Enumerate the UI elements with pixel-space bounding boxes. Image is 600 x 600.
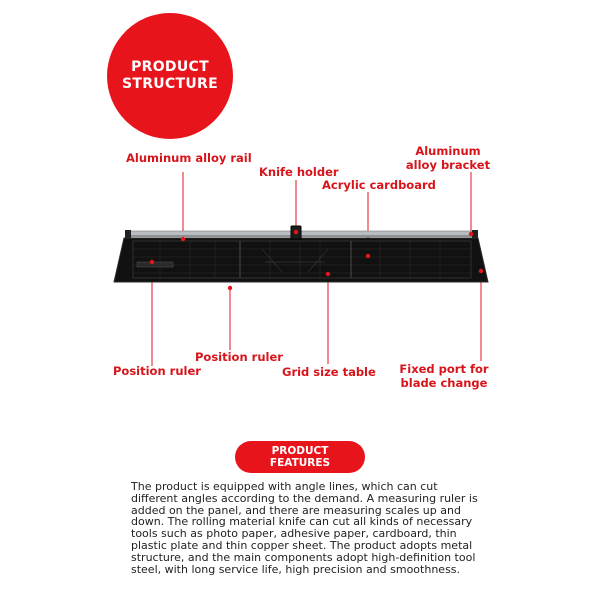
pill-line-2: FEATURES — [269, 457, 331, 469]
position-ruler-strip — [137, 262, 173, 267]
pill-line-1: PRODUCT — [271, 445, 329, 457]
bracket-line-2: alloy bracket — [405, 158, 491, 172]
product-description: The product is equipped with angle lines, which can cut different angles according to the demand. A measuring ruler is added on the panel, and there are measuring scales up and down. The rolling material knife can cut all kinds of necessary tools such as photo paper, adhesive paper, cardboard, thin plastic plate and thin copper sheet. The product adopts metal structure, and the main components adopt high-definition tool steel, with long service life, high precision and smoothness. — [131, 480, 478, 576]
fixed-port-line-1: Fixed port for — [399, 362, 489, 376]
rail-shadow — [128, 235, 476, 237]
cutting-table — [114, 238, 488, 282]
label-position-ruler-mid: Position ruler — [195, 350, 283, 364]
fixed-port-line-2: blade change — [400, 376, 488, 390]
label-fixed-port — [398, 362, 490, 390]
bracket-line-1: Aluminum — [415, 144, 481, 158]
label-knife-holder: Knife holder — [259, 165, 339, 179]
badge-line-1: PRODUCT — [131, 59, 209, 75]
label-position-ruler-left: Position ruler — [113, 364, 201, 378]
label-aluminum-alloy-rail: Aluminum alloy rail — [126, 151, 252, 165]
badge-line-2: STRUCTURE — [121, 76, 219, 92]
label-grid-size-table: Grid size table — [282, 365, 376, 379]
label-aluminum-alloy-bracket — [405, 144, 491, 172]
rail-end-left — [125, 230, 131, 239]
label-acrylic-cardboard: Acrylic cardboard — [322, 178, 436, 192]
product-features-pill — [235, 441, 365, 473]
